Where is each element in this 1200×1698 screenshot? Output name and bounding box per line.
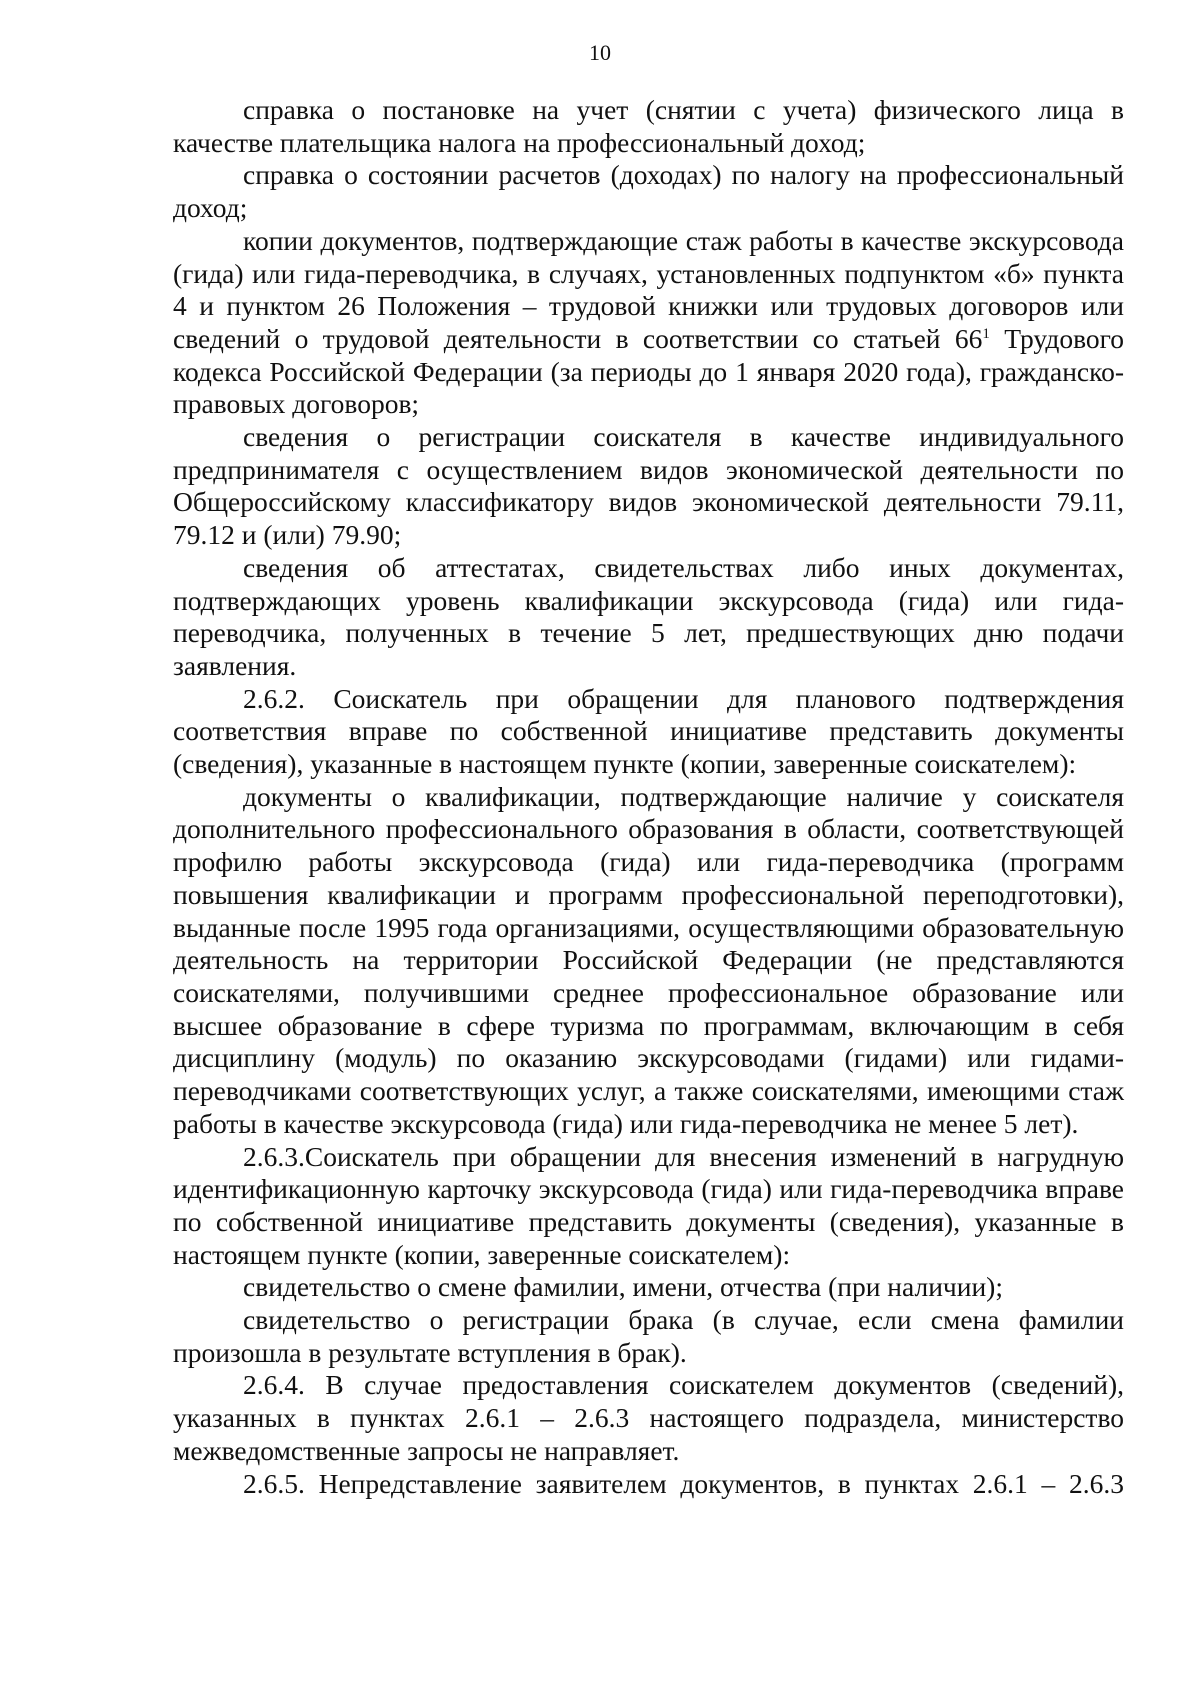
paragraph-marriage-certificate: свидетельство о регистрации брака (в случае, если смена фамилии произошла в результате вступления в брак). (173, 1304, 1124, 1368)
paragraph-2-6-2: 2.6.2. Соискатель при обращении для планового подтверждения соответствия вправе по собственной инициативе представить документы (сведения), указанные в настоящем пункте (копии, заверенные соискателем): (173, 682, 1124, 780)
document-body (173, 94, 1124, 1500)
paragraph-npd-settlements-certificate: справка о состоянии расчетов (доходах) по налогу на профессиональный доход; (173, 159, 1124, 224)
paragraph-qualification-certificates: сведения об аттестатах, свидетельствах либо иных документах, подтверждающих уровень квалификации экскурсовода (гида) или гида-переводчика, полученных в течение 5 лет, предшествующих дню подачи заявления. (173, 551, 1124, 681)
paragraph-text-part: копии документов, подтверждающие стаж работы в качестве экскурсовода (гида) или гида-переводчика, в случаях, установленных подпунктом «б» пункта 4 и пунктом 26 Положения – трудовой книжки или трудовых договоров или сведений о трудовой деятельности в соответствии со статьей 66 (173, 224, 1124, 354)
paragraph-2-6-3: 2.6.3.Соискатель при обращении для внесения изменений в нагрудную идентификационную карточку экскурсовода (гида) или гида-переводчика вправе по собственной инициативе представить документы (сведения), указанные в настоящем пункте (копии, заверенные соискателем): (173, 1140, 1124, 1270)
page-number: 10 (589, 40, 611, 65)
paragraph-qualification-documents: документы о квалификации, подтверждающие наличие у соискателя дополнительного профессионального образования в области, соответствующей профилю работы экскурсовода (гида) или гида-переводчика (программ повышения квалификации и программ профессиональной переподготовки), выданные после 1995 года организациями, осуществляющими образовательную деятельность на территории Российской Федерации (не представляются соискателями, получившими среднее профессиональное образование или высшее образование в сфере туризма по программам, включающим в себя дисциплину (модуль) по оказанию экскурсоводами (гидами) или гидами-переводчиками соответствующих услуг, а также соискателями, имеющими стаж работы в качестве экскурсовода (гида) или гида-переводчика не менее 5 лет). (173, 780, 1124, 1139)
paragraph-work-experience-copies (173, 225, 1124, 421)
paragraph-npd-registration-certificate: справка о постановке на учет (снятии с учета) физического лица в качестве плательщика налога на профессиональный доход; (173, 94, 1124, 158)
paragraph-entrepreneur-registration: сведения о регистрации соискателя в качестве индивидуального предпринимателя с осуществлением видов экономической деятельности по Общероссийскому классификатору видов экономической деятельности 79.11, 79.12 и (или) 79.90; (173, 421, 1124, 551)
paragraph-2-6-5: 2.6.5. Непредставление заявителем документов, в пунктах 2.6.1 – 2.6.3 (243, 1467, 1124, 1499)
paragraph-2-6-4: 2.6.4. В случае предоставления соискателем документов (сведений), указанных в пунктах 2.6.1 – 2.6.3 настоящего подраздела, министерство межведомственные запросы не направляет. (173, 1369, 1124, 1466)
paragraph-text-part: Трудового кодекса Российской Федерации (за периоды до 1 января 2020 года), гражданско-правовых договоров; (173, 322, 1124, 420)
paragraph-name-change-certificate: свидетельство о смене фамилии, имени, отчества (при наличии); (243, 1271, 1003, 1303)
superscript: 1 (982, 325, 990, 342)
